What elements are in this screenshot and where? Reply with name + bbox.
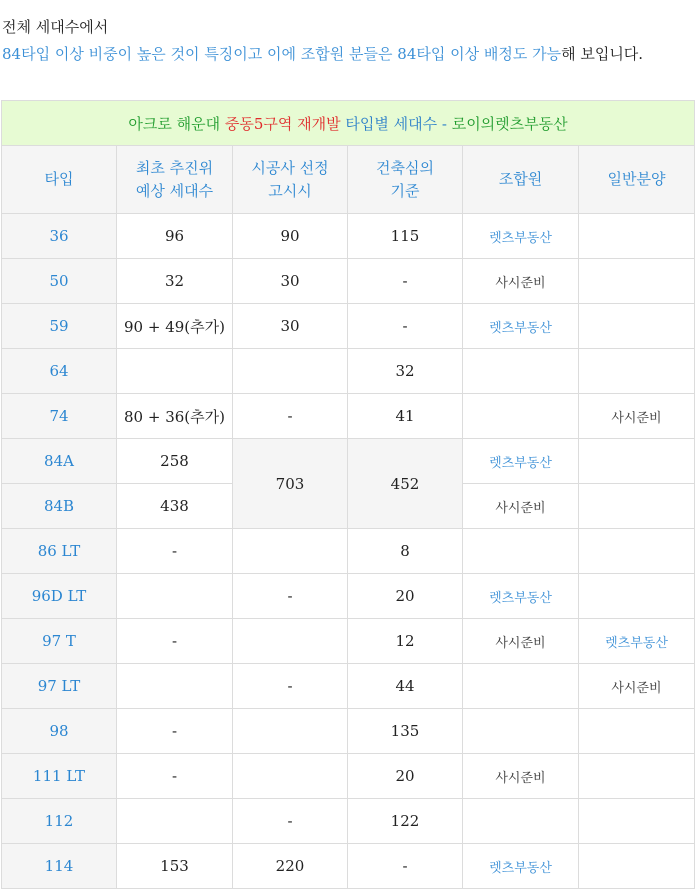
header-initial: 최초 추진위 예상 세대수 (117, 146, 233, 214)
table-row (2, 619, 695, 664)
cell-review: - (348, 844, 463, 889)
cell-type: 114 (2, 844, 117, 889)
cell-member: 사시준비 (463, 484, 579, 529)
cell-type: 96D LT (2, 574, 117, 619)
cell-builder: - (233, 799, 348, 844)
cell-general (579, 844, 695, 889)
cell-member[interactable]: 렛츠부동산 (463, 574, 579, 619)
cell-type: 84A (2, 439, 117, 484)
cell-member: 사시준비 (463, 619, 579, 664)
cell-type: 97 LT (2, 664, 117, 709)
title-part-2: 중동5구역 재개발 (224, 114, 341, 133)
intro-line-1: 전체 세대수에서 (2, 18, 109, 36)
cell-review: 32 (348, 349, 463, 394)
cell-type: 84B (2, 484, 117, 529)
cell-builder: - (233, 394, 348, 439)
cell-general (579, 304, 695, 349)
cell-general[interactable]: 렛츠부동산 (579, 619, 695, 664)
cell-general (579, 574, 695, 619)
cell-general (579, 799, 695, 844)
cell-initial: 438 (117, 484, 233, 529)
cell-member[interactable]: 렛츠부동산 (463, 439, 579, 484)
cell-type: 98 (2, 709, 117, 754)
table-title-row (2, 101, 695, 146)
cell-type: 112 (2, 799, 117, 844)
cell-review: 8 (348, 529, 463, 574)
cell-member[interactable]: 렛츠부동산 (463, 304, 579, 349)
header-review: 건축심의 기준 (348, 146, 463, 214)
table-row (2, 394, 695, 439)
cell-general: 사시준비 (579, 394, 695, 439)
cell-general (579, 259, 695, 304)
table-row (2, 664, 695, 709)
cell-initial (117, 799, 233, 844)
cell-type: 64 (2, 349, 117, 394)
intro-line-2 (2, 41, 643, 68)
cell-review: 20 (348, 754, 463, 799)
cell-type: 59 (2, 304, 117, 349)
cell-type: 97 T (2, 619, 117, 664)
table-row (2, 304, 695, 349)
cell-review: - (348, 304, 463, 349)
cell-builder (233, 754, 348, 799)
cell-builder (233, 349, 348, 394)
cell-member (463, 529, 579, 574)
cell-builder: 30 (233, 259, 348, 304)
cell-member (463, 709, 579, 754)
title-part-1: 아크로 해운대 (128, 114, 225, 133)
intro-highlight: 84타입 이상 비중이 높은 것이 특징이고 이에 조합원 분들은 84타입 이상 배정도 가능 (2, 45, 562, 63)
table-row (2, 754, 695, 799)
cell-review: 20 (348, 574, 463, 619)
cell-initial: 258 (117, 439, 233, 484)
cell-initial (117, 664, 233, 709)
cell-review: 44 (348, 664, 463, 709)
cell-initial: 90 + 49(추가) (117, 304, 233, 349)
header-builder: 시공사 선정 고시시 (233, 146, 348, 214)
cell-review: 41 (348, 394, 463, 439)
cell-builder: - (233, 574, 348, 619)
cell-member[interactable]: 렛츠부동산 (463, 214, 579, 259)
cell-initial: 32 (117, 259, 233, 304)
table-header-row (2, 146, 695, 214)
intro-line-2-rest: 해 보입니다. (561, 45, 644, 63)
cell-builder: 220 (233, 844, 348, 889)
cell-initial: - (117, 529, 233, 574)
cell-builder (233, 619, 348, 664)
header-general: 일반분양 (579, 146, 695, 214)
cell-general (579, 754, 695, 799)
cell-member: 사시준비 (463, 259, 579, 304)
cell-initial: - (117, 754, 233, 799)
cell-type: 50 (2, 259, 117, 304)
header-member: 조합원 (463, 146, 579, 214)
cell-builder: 30 (233, 304, 348, 349)
cell-review-merged: 452 (348, 439, 463, 529)
cell-builder (233, 709, 348, 754)
cell-initial (117, 349, 233, 394)
table-row (2, 214, 695, 259)
cell-general (579, 709, 695, 754)
cell-review: 135 (348, 709, 463, 754)
cell-general (579, 529, 695, 574)
table-row (2, 574, 695, 619)
cell-initial: 153 (117, 844, 233, 889)
cell-member (463, 394, 579, 439)
cell-general (579, 214, 695, 259)
cell-type: 111 LT (2, 754, 117, 799)
cell-member (463, 664, 579, 709)
cell-builder (233, 529, 348, 574)
cell-builder-merged: 703 (233, 439, 348, 529)
table-row (2, 709, 695, 754)
table-title (2, 101, 695, 146)
cell-member (463, 799, 579, 844)
table-row (2, 529, 695, 574)
cell-type: 36 (2, 214, 117, 259)
cell-builder: 90 (233, 214, 348, 259)
cell-member: 사시준비 (463, 754, 579, 799)
table-row (2, 349, 695, 394)
cell-member[interactable]: 렛츠부동산 (463, 844, 579, 889)
cell-general (579, 349, 695, 394)
cell-general (579, 484, 695, 529)
cell-review: - (348, 259, 463, 304)
title-part-4: 로이의렛츠부동산 (451, 114, 568, 133)
cell-general (579, 439, 695, 484)
header-type: 타입 (2, 146, 117, 214)
cell-initial (117, 574, 233, 619)
table-row (2, 799, 695, 844)
cell-type: 74 (2, 394, 117, 439)
title-part-3: 타입별 세대수 - (340, 114, 452, 133)
cell-initial: 96 (117, 214, 233, 259)
cell-type: 86 LT (2, 529, 117, 574)
cell-review: 122 (348, 799, 463, 844)
cell-review: 115 (348, 214, 463, 259)
cell-initial: 80 + 36(추가) (117, 394, 233, 439)
table-row (2, 844, 695, 889)
cell-initial: - (117, 709, 233, 754)
cell-builder: - (233, 664, 348, 709)
table-row (2, 259, 695, 304)
unit-type-table (1, 100, 695, 889)
table-row (2, 439, 695, 484)
cell-general: 사시준비 (579, 664, 695, 709)
cell-review: 12 (348, 619, 463, 664)
cell-member (463, 349, 579, 394)
cell-initial: - (117, 619, 233, 664)
